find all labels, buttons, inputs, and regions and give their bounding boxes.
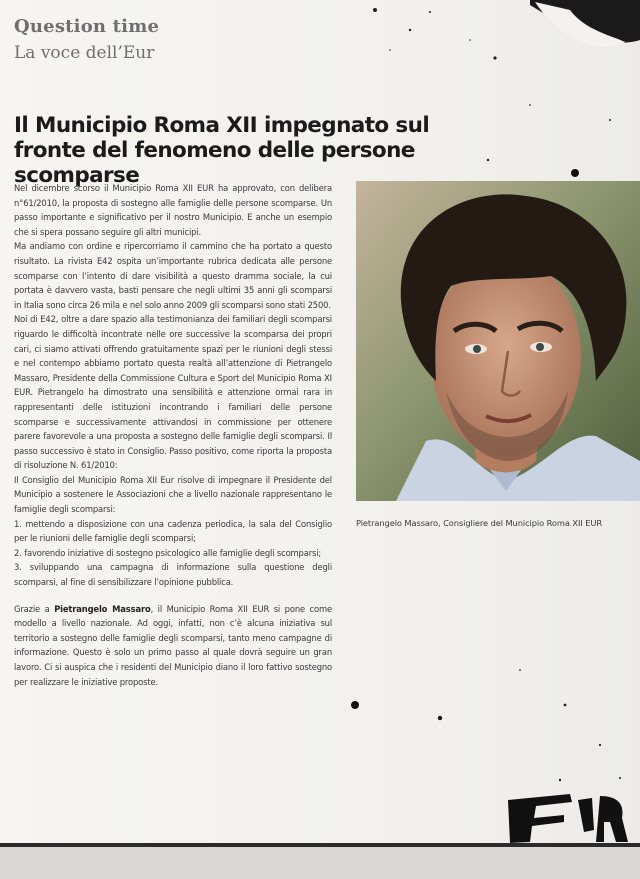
ink-dots-lower-decoration bbox=[340, 650, 640, 780]
photo-caption: Pietrangelo Massaro, Consigliere del Municipio Roma XII EUR bbox=[356, 518, 603, 528]
article-paragraph: Il Consiglio del Municipio Roma XII Eur risolve di impegnare il Presidente del Municipio a sostenere le Associazioni che a livello nazionale rappresentano le famiglie degli scomparsi: bbox=[14, 474, 332, 515]
list-item: 2. favorendo iniziative di sostegno psicologico alle famiglie degli scomparsi; bbox=[14, 547, 322, 558]
paragraph-gap bbox=[14, 590, 332, 602]
section-title: Question time bbox=[14, 16, 160, 37]
closing-name: Pietrangelo Massaro bbox=[54, 603, 151, 614]
article-paragraph: Ma andiamo con ordine e ripercorriamo il cammino che ha portato a questo risultato. La rivista E42 ospita un’importante rubrica dedicata alle persone scomparse con l’intento di dare visibilità a questo dramma sociale, la cui portata è davvero vasta, basti pensare che negli ultimi 35 anni gli scomparsi in Italia sono circa 26 mila e nel solo anno 2009 gli scomparsi sono stati 2500. bbox=[14, 241, 332, 310]
portrait-photo bbox=[356, 181, 640, 501]
ornament-swirl-decoration bbox=[370, 0, 640, 75]
section-subtitle: La voce dell’Eur bbox=[14, 43, 155, 63]
closing-lead: Grazie a bbox=[14, 603, 55, 614]
article-body bbox=[14, 181, 332, 689]
bottom-band bbox=[0, 847, 640, 879]
closing-paragraph bbox=[14, 602, 332, 690]
portrait-illustration bbox=[356, 181, 640, 501]
closing-rest: , il Municipio Roma XII EUR si pone come modello a livello nazionale. Ad oggi, infatti, non c’è alcuna iniziativa sul territorio a sostegno delle famiglie degli scomparsi, tanto meno campagne di informazione. Questo è solo un primo passo al quale dovrà seguire un gran lavoro. Ci si auspica che i residenti del Municipio diano il loro fattivo sostegno per realizzare le iniziative proposte. bbox=[14, 603, 332, 687]
brush-logo-decoration bbox=[500, 770, 640, 845]
article-headline: Il Municipio Roma XII impegnato sul fronte del fenomeno delle persone scomparse bbox=[14, 113, 430, 188]
article-paragraph: Nel dicembre scorso il Municipio Roma XII EUR ha approvato, con delibera n°61/2010, la proposta di sostegno alle famiglie delle persone scomparse. Un passo importante e significativo per il nostro Municipio. E anche un esempio che si spera possano seguire gli altri municipi. bbox=[14, 183, 332, 237]
list-item: 3. sviluppando una campagna di informazione sulla questione degli scomparsi, al fine di sensibilizzare l’opinione pubblica. bbox=[14, 562, 332, 588]
list-item: 1. mettendo a disposizione con una cadenza periodica, la sala del Consiglio per le riunioni delle famiglie degli scomparsi; bbox=[14, 518, 332, 544]
article-paragraph: Noi di E42, oltre a dare spazio alla testimonianza dei familiari degli scomparsi riguardo le difficoltà incontrate nelle ore successive la scomparsa dei propri cari, ci siamo attivati offrendo gratuitamente spazi per le riunioni degli stessi e nel contempo abbiamo portato questa realtà all’attenzione di Pietrangelo Massaro, Presidente della Commissione Cultura e Sport del Municipio Roma XI EUR. Pietrangelo ha dimostrato una sensibilità e attenzione ormai rara in rappresentanti delle istituzioni incontrando i familiari delle persone scomparse e successivamente attivandosi in commissione per ottenere parere favorevole a una proposta a sostegno delle famiglie degli scomparsi. Il passo successivo è stato in Consiglio. Passo positivo, come riporta la proposta di risoluzione N. 61/2010: bbox=[14, 314, 332, 471]
